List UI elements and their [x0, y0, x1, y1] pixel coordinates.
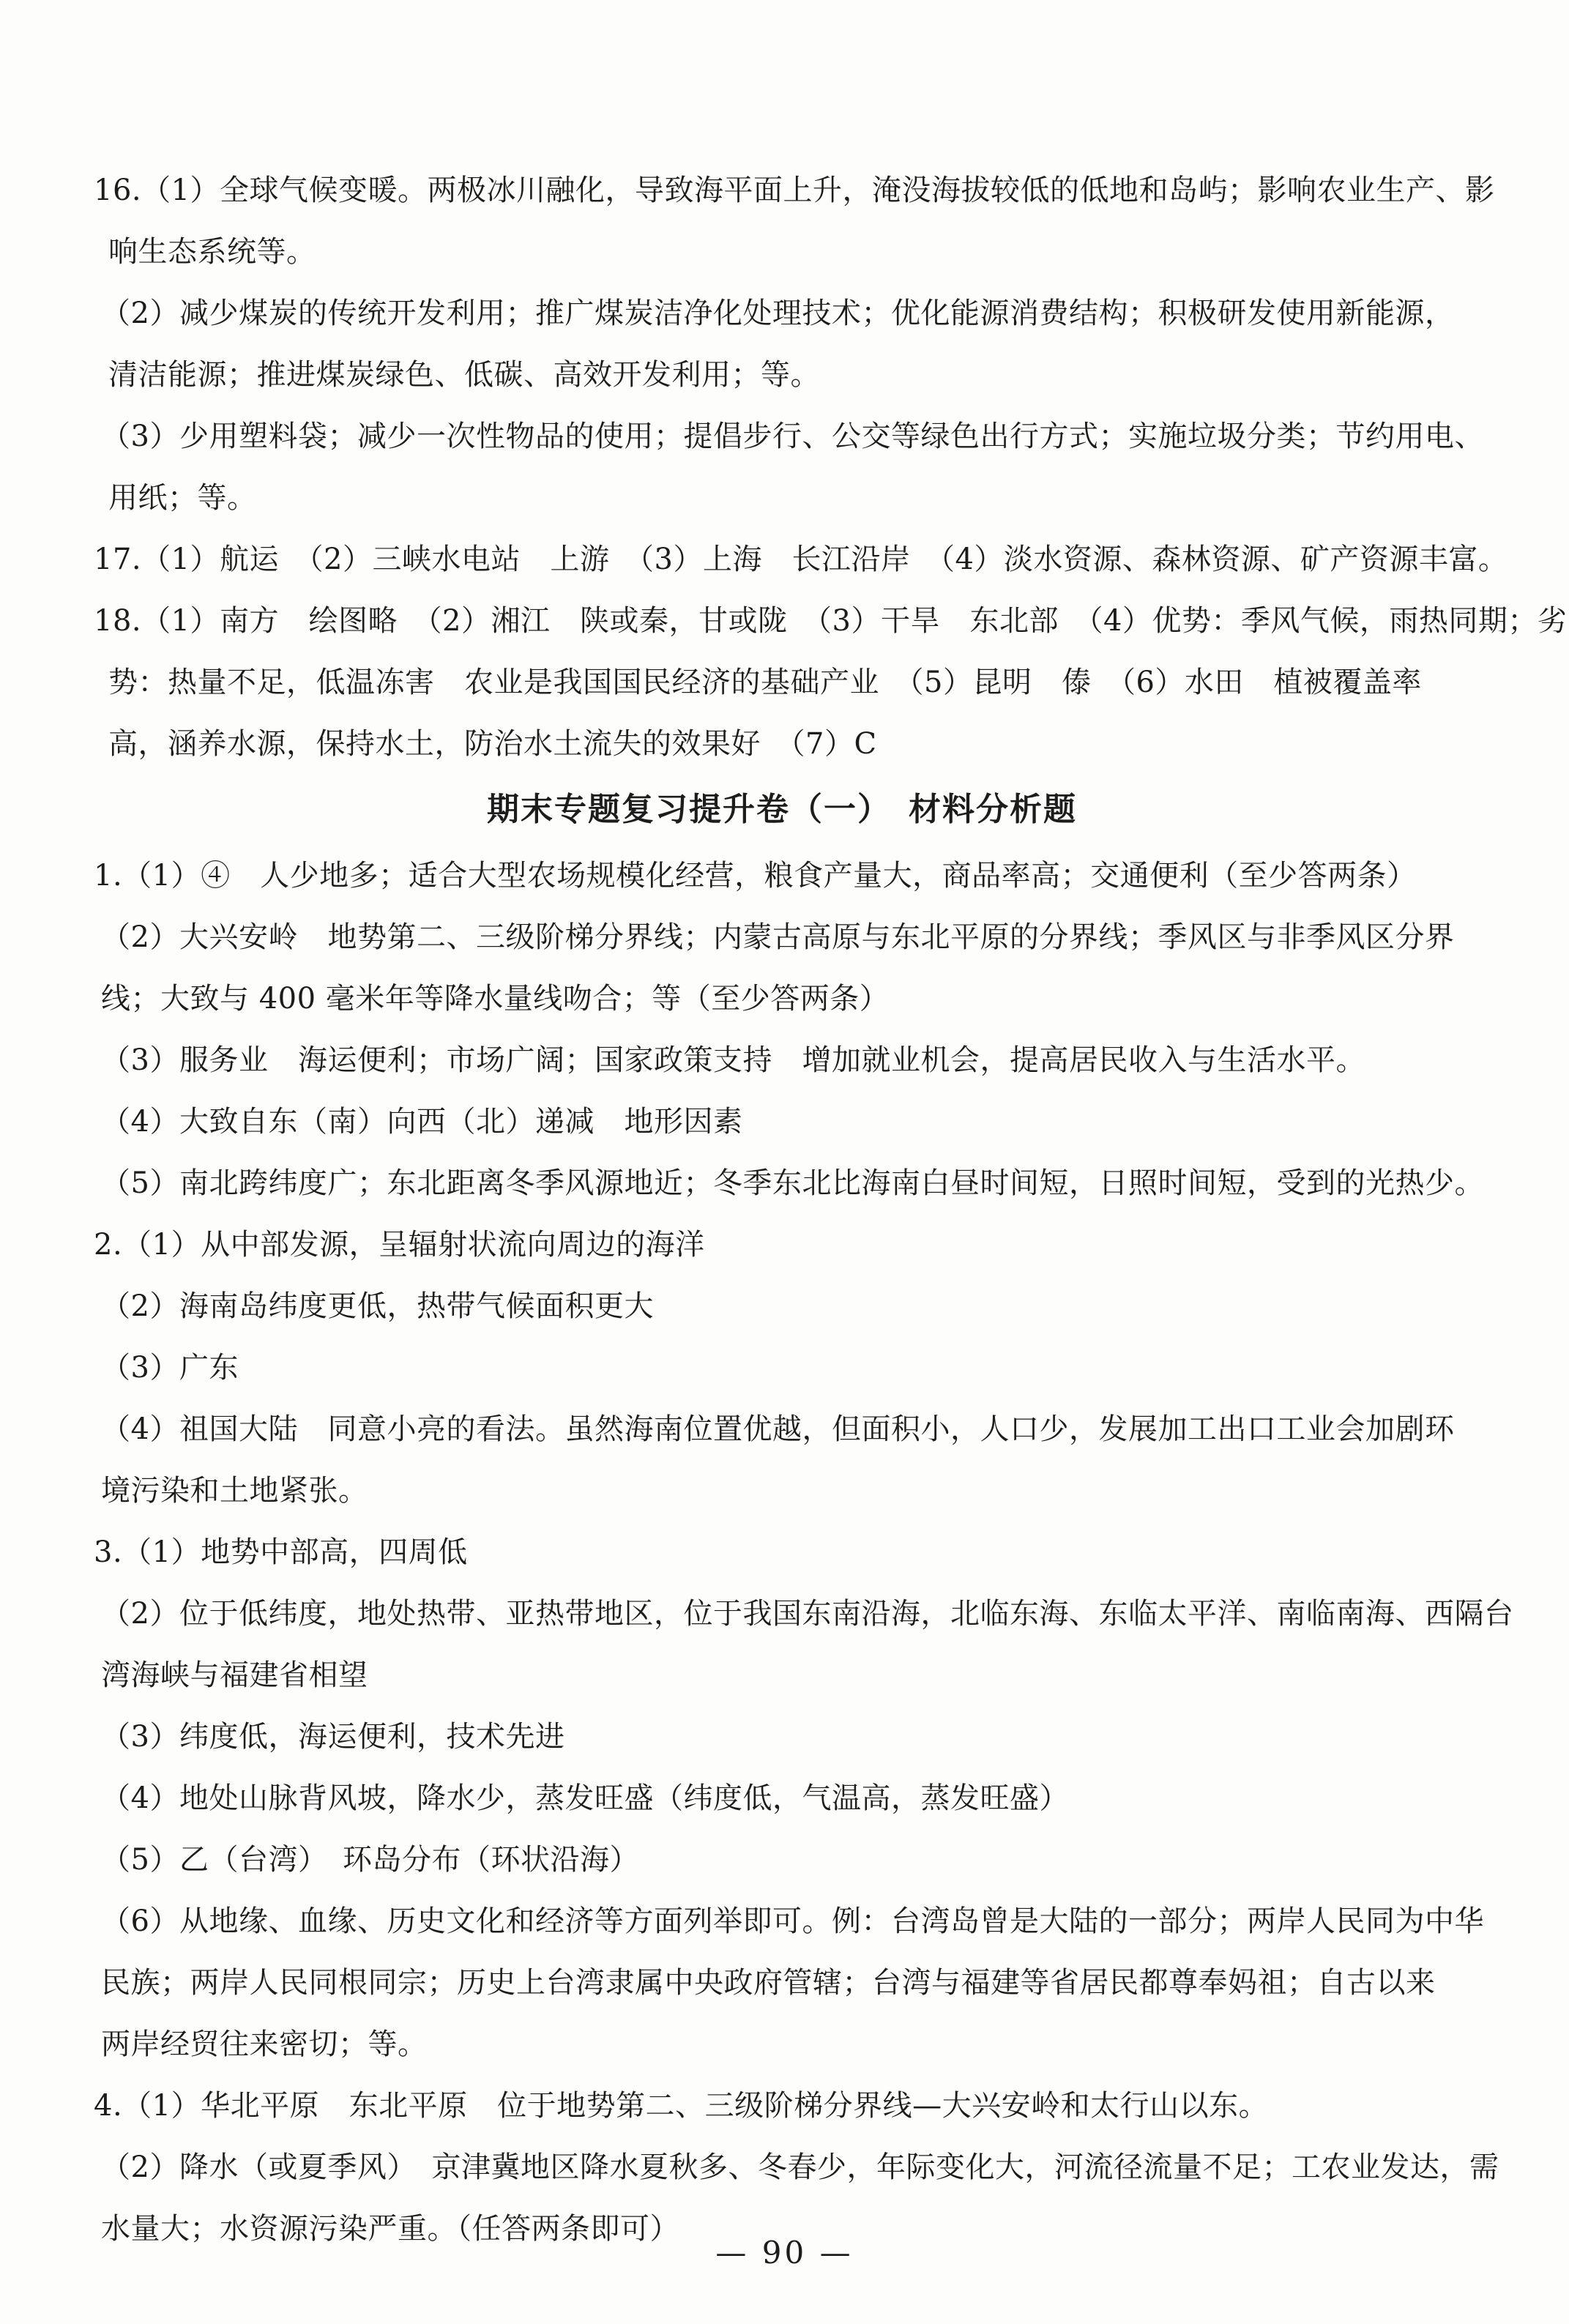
text-line: 清洁能源；推进煤炭绿色、低碳、高效开发利用；等。 — [108, 358, 820, 392]
text-line: （3）服务业 海运便利；市场广阔；国家政策支持 增加就业机会，提高居民收入与生活水平。 — [101, 1043, 1365, 1077]
text-line: 境污染和土地紧张。 — [101, 1474, 368, 1508]
text-line: （4）大致自东（南）向西（北）递减 地形因素 — [101, 1105, 743, 1139]
text-line: 湾海峡与福建省相望 — [101, 1658, 368, 1692]
text-line: 用纸；等。 — [108, 481, 257, 515]
text-line: 4.（1）华北平原 东北平原 位于地势第二、三级阶梯分界线—大兴安岭和太行山以东。 — [94, 2089, 1269, 2123]
page-number: — 90 — — [715, 2235, 854, 2271]
text-line: （2）海南岛纬度更低，热带气候面积更大 — [101, 1289, 654, 1323]
text-line: （4）地处山脉背风坡，降水少，蒸发旺盛（纬度低，气温高，蒸发旺盛） — [101, 1781, 1069, 1815]
text-line: （3）纬度低，海运便利，技术先进 — [101, 1720, 565, 1754]
text-line: （2）降水（或夏季风） 京津冀地区降水夏秋多、冬春少，年际变化大，河流径流量不足；工农业发达，需 — [101, 2150, 1499, 2184]
text-line: 1.（1）④ 人少地多；适合大型农场规模化经营，粮食产量大，商品率高；交通便利（至少答两条） — [94, 859, 1417, 893]
text-line: 两岸经贸往来密切；等。 — [101, 2027, 428, 2061]
text-line: （2）减少煤炭的传统开发利用；推广煤炭洁净化处理技术；优化能源消费结构；积极研发使用新能源， — [101, 297, 1455, 330]
text-line: （3）广东 — [101, 1351, 239, 1385]
text-line: 18.（1）南方 绘图略 （2）湘江 陕或秦，甘或陇 （3）干旱 东北部 （4）优势：季风气候，雨热同期；劣 — [94, 604, 1568, 638]
text-line: （2）位于低纬度，地处热带、亚热带地区，位于我国东南沿海，北临东海、东临太平洋、南临南海、西隔台 — [101, 1597, 1514, 1631]
text-line: （6）从地缘、血缘、历史文化和经济等方面列举即可。例：台湾岛曾是大陆的一部分；两岸人民同为中华 — [101, 1904, 1484, 1938]
page-content — [94, 160, 1568, 2260]
text-line: 16.（1）全球气候变暖。两极冰川融化，导致海平面上升，淹没海拔较低的低地和岛屿；影响农业生产、影 — [94, 174, 1495, 207]
text-line: （4）祖国大陆 同意小亮的看法。虽然海南位置优越，但面积小，人口少，发展加工出口工业会加剧环 — [101, 1412, 1455, 1446]
section-title: 期末专题复习提升卷（一） 材料分析题 — [487, 791, 1077, 828]
text-line: 2.（1）从中部发源，呈辐射状流向周边的海洋 — [94, 1228, 705, 1262]
text-line: 高，涵养水源，保持水土，防治水土流失的效果好 （7）C — [108, 727, 877, 761]
text-line: （2）大兴安岭 地势第二、三级阶梯分界线；内蒙古高原与东北平原的分界线；季风区与非季风区分界 — [101, 920, 1455, 954]
text-line: 民族；两岸人民同根同宗；历史上台湾隶属中央政府管辖；台湾与福建等省居民都尊奉妈祖；自古以来 — [101, 1966, 1436, 2000]
text-line: 水量大；水资源污染严重。（任答两条即可） — [101, 2212, 679, 2246]
text-line: 势：热量不足，低温冻害 农业是我国国民经济的基础产业 （5）昆明 傣 （6）水田 植被覆盖率 — [108, 666, 1422, 699]
text-line: （5）乙（台湾） 环岛分布（环状沿海） — [101, 1843, 639, 1877]
text-line: 响生态系统等。 — [108, 235, 316, 269]
text-line: （5）南北跨纬度广；东北距离冬季风源地近；冬季东北比海南白昼时间短，日照时间短，受到的光热少。 — [101, 1166, 1484, 1200]
text-line: 17.（1）航运 （2）三峡水电站 上游 （3）上海 长江沿岸 （4）淡水资源、森林资源、矿产资源丰富。 — [94, 543, 1508, 576]
text-line: 线；大致与 400 毫米年等降水量线吻合；等（至少答两条） — [101, 982, 890, 1016]
text-line: 3.（1）地势中部高，四周低 — [94, 1535, 468, 1569]
text-line: （3）少用塑料袋；减少一次性物品的使用；提倡步行、公交等绿色出行方式；实施垃圾分类；节约用电、 — [101, 420, 1484, 453]
